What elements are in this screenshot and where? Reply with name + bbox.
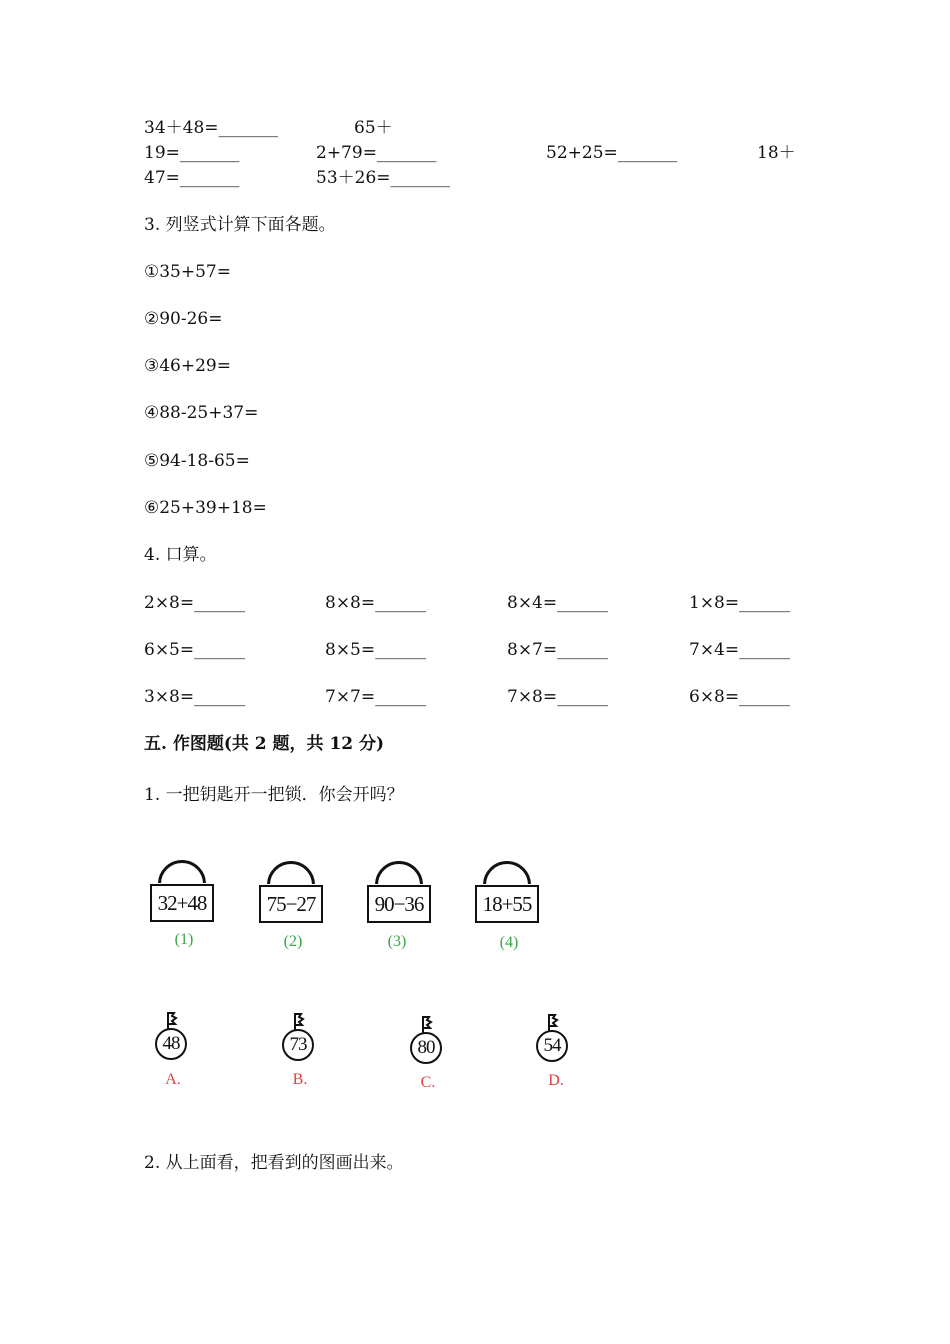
key-value: 54	[543, 1035, 561, 1056]
key-value: 80	[417, 1037, 435, 1058]
q4-cell: 6×8=______	[689, 687, 791, 707]
lock-4	[473, 861, 545, 931]
lock-expression: 90−36	[374, 891, 424, 916]
key-value: 48	[162, 1033, 180, 1054]
top-item-7: 47=_______	[144, 168, 240, 188]
q3-item-5: ⑤94-18-65=	[144, 451, 250, 471]
top-item-2: 65＋	[354, 118, 393, 138]
q4-cell: 8×4=______	[507, 593, 609, 613]
section5-q2-title: 2. 从上面看，把看到的图画出来。	[144, 1153, 404, 1173]
q4-cell: 1×8=______	[689, 593, 791, 613]
lock-body	[150, 884, 214, 922]
key-caption: C.	[420, 1074, 436, 1091]
q3-title: 3. 列竖式计算下面各题。	[144, 215, 336, 235]
lock-body	[367, 885, 431, 923]
top-item-1: 34＋48=_______	[144, 118, 279, 138]
lock-caption: (1)	[174, 931, 194, 948]
section5-q1-title: 1. 一把钥匙开一把锁．你会开吗？	[144, 785, 404, 805]
top-item-5: 52+25=_______	[546, 143, 678, 163]
key-caption: D.	[548, 1072, 564, 1089]
lock-body	[475, 885, 539, 923]
top-item-8: 53＋26=_______	[316, 168, 451, 188]
lock-expression: 18+55	[482, 891, 532, 916]
key-caption: A.	[165, 1071, 181, 1088]
q4-cell: 8×5=______	[325, 640, 427, 660]
key-ring	[536, 1030, 568, 1062]
key-a	[153, 1012, 193, 1068]
lock-expression: 32+48	[157, 890, 207, 915]
key-value: 73	[289, 1034, 307, 1055]
top-item-6: 18＋	[757, 143, 796, 163]
q4-cell: 8×8=______	[325, 593, 427, 613]
q4-cell: 7×8=______	[507, 687, 609, 707]
lock-caption: (2)	[283, 933, 303, 950]
key-ring	[410, 1032, 442, 1064]
key-d	[534, 1014, 574, 1070]
q3-item-2: ②90-26=	[144, 309, 223, 329]
q4-cell: 6×5=______	[144, 640, 246, 660]
lock-caption: (3)	[387, 933, 407, 950]
q3-item-4: ④88-25+37=	[144, 403, 259, 423]
key-ring	[155, 1028, 187, 1060]
section-5-title: 五. 作图题(共 2 题，共 12 分)	[144, 734, 385, 754]
q4-cell: 3×8=______	[144, 687, 246, 707]
key-b	[280, 1013, 320, 1069]
q3-item-3: ③46+29=	[144, 356, 231, 376]
top-item-3: 19=_______	[144, 143, 240, 163]
lock-body	[259, 885, 323, 923]
q4-cell: 7×7=______	[325, 687, 427, 707]
key-caption: B.	[292, 1071, 308, 1088]
q4-cell: 8×7=______	[507, 640, 609, 660]
lock-caption: (4)	[499, 934, 519, 951]
q4-cell: 2×8=______	[144, 593, 246, 613]
lock-1	[148, 860, 220, 930]
key-c	[408, 1016, 448, 1072]
key-ring	[282, 1029, 314, 1061]
lock-2	[257, 861, 329, 931]
top-item-4: 2+79=_______	[316, 143, 437, 163]
q3-item-1: ①35+57=	[144, 262, 231, 282]
lock-expression: 75−27	[266, 891, 316, 916]
q3-item-6: ⑥25+39+18=	[144, 498, 267, 518]
q4-title: 4. 口算。	[144, 545, 217, 565]
q4-cell: 7×4=______	[689, 640, 791, 660]
lock-3	[365, 861, 437, 931]
